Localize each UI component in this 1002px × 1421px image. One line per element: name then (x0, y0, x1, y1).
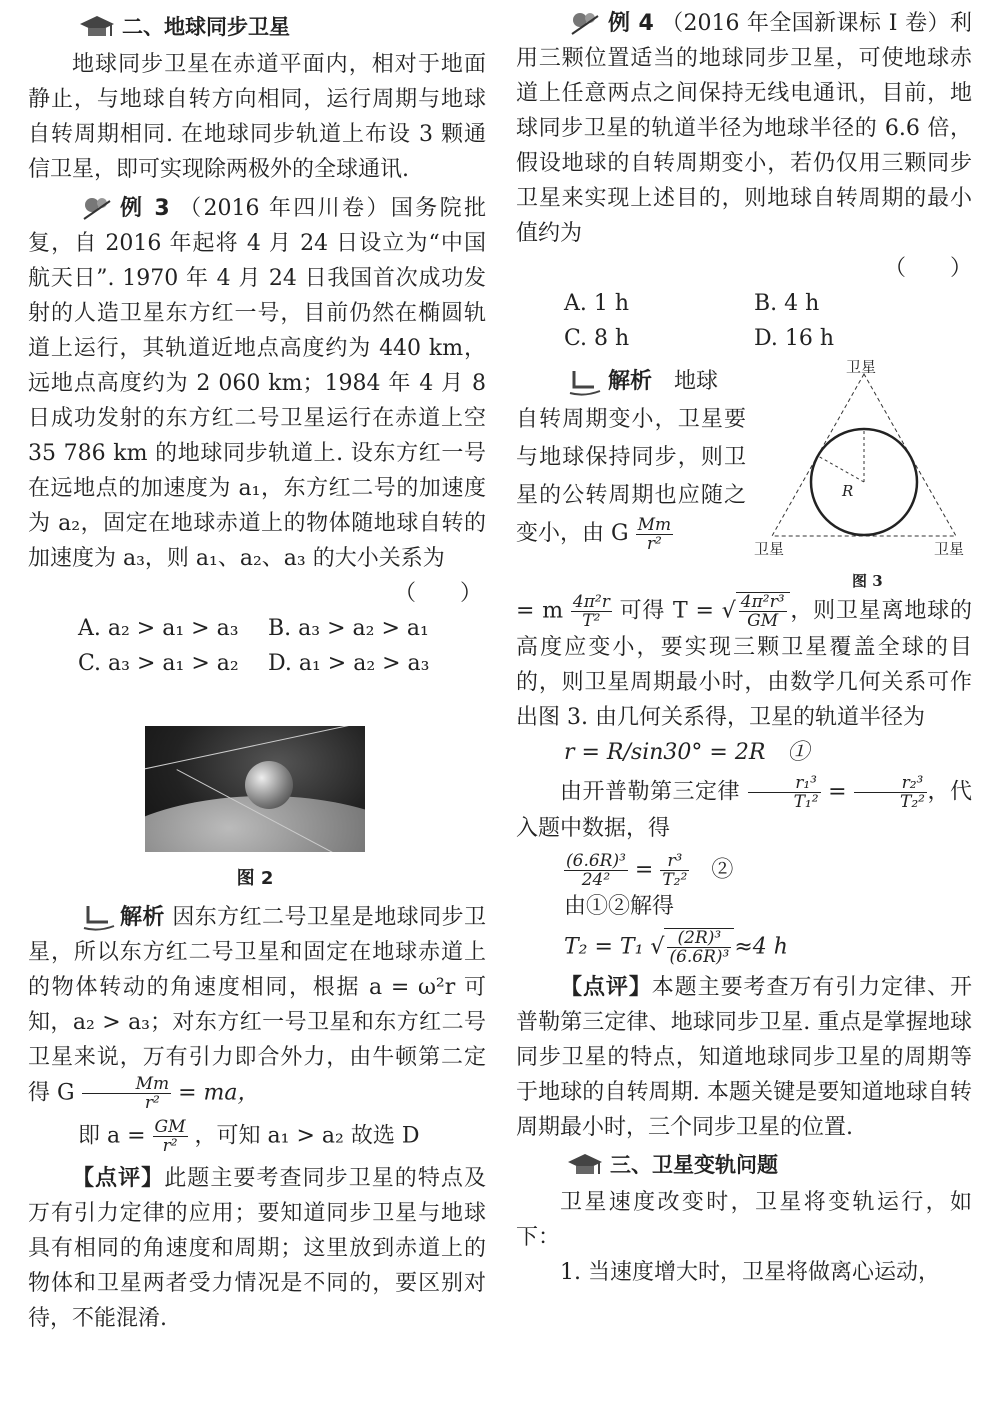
example-4-label: 例 4 (608, 11, 654, 36)
analysis-3-paragraph (28, 900, 486, 1112)
example-4-answer-paren: （ ） (883, 256, 972, 281)
comment-3-text: 此题主要考查同步卫星的特点及万有引力定律的应用；要知道同步卫星与地球具有相同的角速度和周期；这里放到赤道上的物体和卫星两者受力情况是不同的，要区别对待，不能混淆. (28, 1166, 486, 1331)
figure-3-top-label: 卫星 (846, 358, 877, 376)
figure-3-diagram (754, 354, 972, 592)
satellite-photo (145, 726, 365, 852)
section-3-paragraph: 卫星速度改变时，卫星将变轨运行，如下： (516, 1190, 972, 1250)
equation-2: $\frac{\text{(6.6R)³}}{\text{24²}}$ = $\frac{\text{r³}}{\text{T₂²}}$ ② (566, 851, 734, 890)
figure-3-left-label: 卫星 (754, 540, 785, 558)
analysis-4-start: 解析 地球 自转周期变小，卫星要与地球保持同步，则卫星的公转周期也应随之变小，由 G $\frac{Mm}{\text{r²}}$ (516, 364, 746, 553)
analysis-4-label: 解析 (608, 369, 653, 394)
rocking-chair-icon (80, 902, 118, 932)
example-4-options-row-1 (564, 286, 972, 321)
right-column (516, 0, 972, 1290)
example-3-text: （2016 年四川卷）国务院批复，自 2016 年起将 4 月 24 日设立为“中国航天日”. 1970 年 4 月 24 日我国首次成功发射的人造卫星东方红一号，目前仍然在椭圆轨道上运行，其轨道近地点高度约为 440 km，远地点高度约为 2 060 km；1984 年 4 月 8 日成功发射的东方红二号卫星运行在赤道上空 35 786 km 的地球同步轨道上. 设东方红一号在远地点的加速度为 a₁，东方红二号的加速度为 a₂，固定在地球赤道上的物体随地球自转的加速度为 a₃，则 a₁、a₂、a₃ 的大小关系为 (28, 196, 487, 571)
solve-line: 由①②解得 (564, 894, 675, 919)
example-3-label: 例 3 (120, 196, 170, 221)
analysis-3-conclusion: 即 a = $\frac{GM}{\text{r²}}$ ，可知 a₁ > a₂ 故选 D (78, 1117, 420, 1156)
comment-4-text: 本题主要考查万有引力定律、开普勒第三定律、地球同步卫星. 重点是掌握地球同步卫星的特点，知道地球同步卫星的周期等于地球的自转周期. 本题关键是要知道地球自转周期最小时，三个同步卫星的位置. (516, 975, 972, 1140)
fraction-GM-r2: $\frac{GM}{\text{r²}}$ (154, 1117, 186, 1156)
graduation-cap-icon (566, 1150, 604, 1180)
section-2-title: 二、地球同步卫星 (122, 14, 290, 39)
figure-2-caption: 图 2 (236, 868, 274, 889)
analysis-4-wrap (516, 358, 972, 592)
left-analysis (28, 900, 486, 1336)
example-4-options-row-2 (564, 321, 972, 356)
option-b: B. 4 h (754, 291, 820, 316)
analysis-3-text: 因东方红二号卫星是地球同步卫星，所以东方红二号卫星和固定在地球赤道上的物体转动的角速度相同，根据 a = ω²r 可知，a₂ > a₃；对东方红一号卫星和东方红二号卫星来说，万有引力即合外力，由牛顿第二定得 G (28, 905, 486, 1106)
analysis-4-text: 自转周期变小，卫星要与地球保持同步，则卫星的公转周期也应随之变小，由 G (516, 407, 746, 546)
fraction-Mm-r2: $\frac{Mm}{\text{r²}}$ (637, 514, 672, 554)
figure-3-caption: 图 3 (852, 572, 883, 590)
comment-4-paragraph (516, 970, 972, 1145)
option-a: A. 1 h (564, 291, 630, 316)
fraction-Mm-r2: $\frac{Mm}{\text{r²}}$ (82, 1075, 172, 1112)
section-3-item-1: 1. 当速度增大时，卫星将做离心运动， (560, 1260, 940, 1285)
flower-pen-icon (568, 8, 606, 38)
option-c: C. a₃ > a₁ > a₂ (78, 651, 239, 676)
flower-pen-icon (80, 193, 118, 223)
comment-3-label: 【点评】 (72, 1166, 165, 1191)
option-d: D. a₁ > a₂ > a₃ (268, 651, 430, 676)
example-3-question (28, 191, 486, 576)
analysis-4-continuation: = m $\frac{\text{4π²r}}{\text{T²}}$ 可得 T = √ $\frac{\text{4π²r³}}{GM}$ ，则卫星离地球的高度应变小，要实现三颗卫星覆盖全球的目的，则卫星周期最小时，由数学几何关系可作出图 3. 由几何关系得，卫星的轨道半径为 (516, 592, 972, 730)
sqrt-4pi2r3-GM: $\frac{\text{4π²r³}}{GM}$ (736, 592, 790, 630)
example-3-options-row-2 (78, 646, 486, 681)
fraction-4pi2r-T2: $\frac{\text{4π²r}}{\text{T²}}$ (572, 592, 610, 631)
section-2-heading (28, 7, 486, 47)
option-c: C. 8 h (564, 326, 630, 351)
graduation-cap-icon (78, 12, 116, 42)
satellite-sphere (245, 761, 293, 809)
section-3-title: 三、卫星变轨问题 (610, 1152, 778, 1177)
comment-4-label: 【点评】 (560, 975, 652, 1000)
section-2-paragraph: 地球同步卫星在赤道平面内，相对于地面静止，与地球自转方向相同，运行周期与地球自转周期相同. 在地球同步轨道上布设 3 颗通信卫星，即可实现除两极外的全球通讯. (28, 52, 486, 182)
analysis-3-label: 解析 (120, 905, 165, 930)
kepler-paragraph: 由开普勒第三定律 $\frac{\text{r₁³}}{\text{T₁²}}$ = $\frac{\text{r₂³}}{\text{T₂²}}$ ，代入题中数据，得 (516, 773, 972, 841)
option-a: A. a₂ > a₁ > a₃ (78, 616, 239, 641)
fraction-6.6R-24: $\frac{\text{(6.6R)³}}{\text{24²}}$ (566, 851, 626, 890)
equation-1: r = R/sin30° = 2R ① (564, 740, 810, 765)
option-d: D. 16 h (754, 326, 834, 351)
equation-ma: = ma， (178, 1080, 260, 1106)
comment-3-paragraph (28, 1161, 486, 1336)
example-4-text: （2016 年全国新课标 Ⅰ 卷）利用三颗位置适当的地球同步卫星，可使地球赤道上任意两点之间保持无线电通讯，目前，地球同步卫星的轨道半径为地球半径的 6.6 倍，假设地球的自转周期变小，若仍仅用三颗同步卫星来实现上述目的，则地球自转周期的最小值约为 (516, 11, 972, 246)
option-b: B. a₃ > a₂ > a₁ (268, 616, 429, 641)
section-3-heading (516, 1145, 972, 1185)
figure-3-radius-label: R (842, 482, 854, 500)
example-4-question (516, 6, 972, 251)
figure-3-right-label: 卫星 (934, 540, 965, 558)
example-3-options-row-1 (78, 611, 486, 646)
fraction-r2-T2: $\frac{\text{r₂³}}{\text{T₂²}}$ (854, 774, 927, 811)
left-column (28, 0, 486, 681)
fraction-r1-T1: $\frac{\text{r₁³}}{\text{T₁²}}$ (748, 774, 821, 811)
equation-3: T₂ = T₁ √ $\frac{\text{(2R)³}}{\text{(6.6R)³}}$ ≈4 h (564, 928, 788, 967)
example-3-answer-paren: （ ） (393, 581, 482, 606)
fraction-r3-T2: $\frac{\text{r³}}{\text{T₂²}}$ (662, 851, 688, 890)
rocking-chair-icon (566, 367, 604, 397)
